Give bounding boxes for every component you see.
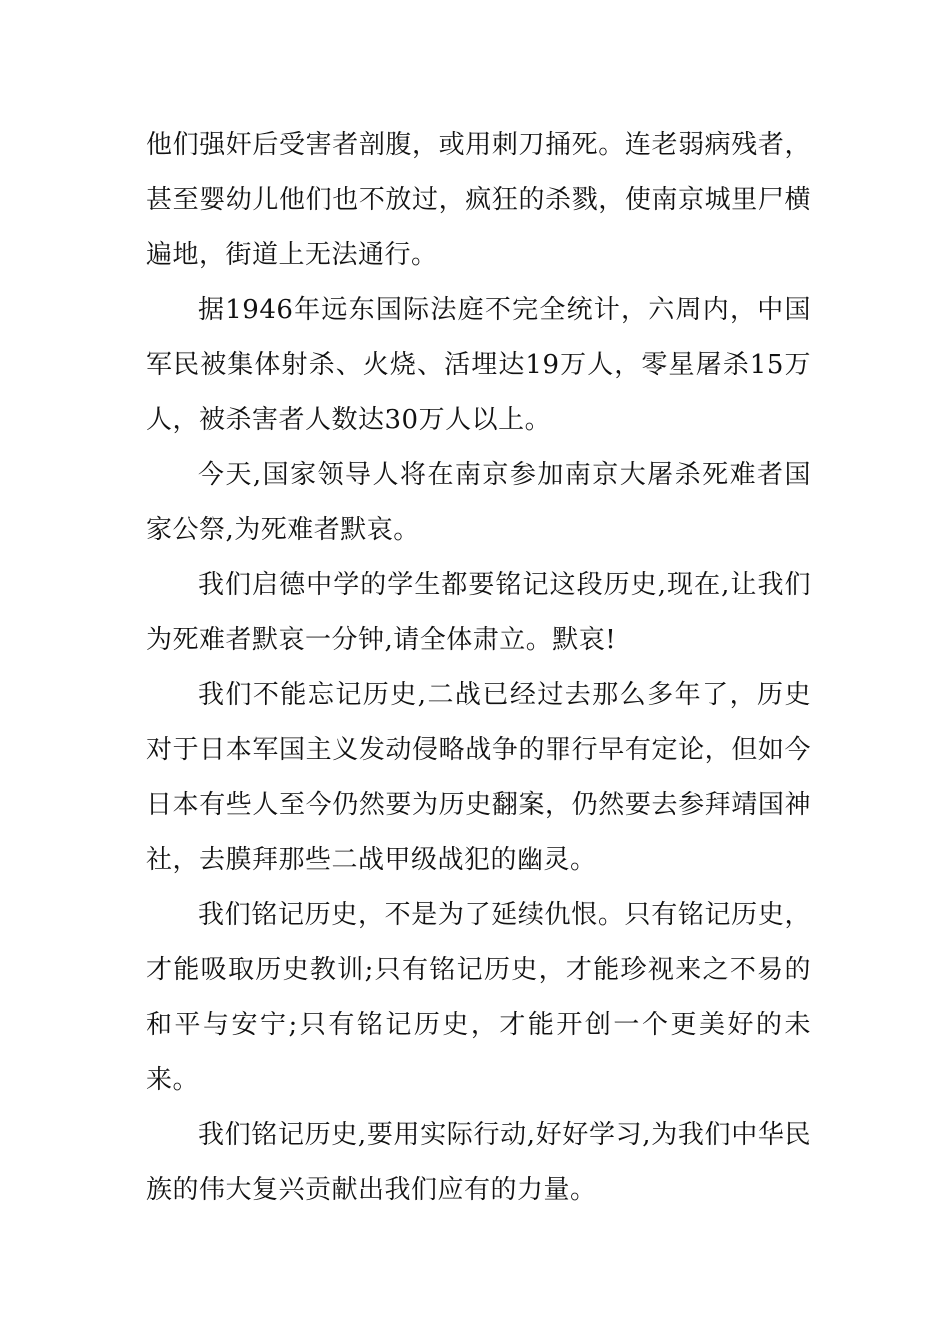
- paragraph-7: 我们铭记历史,要用实际行动,好好学习,为我们中华民族的伟大复兴贡献出我们应有的力量。: [146, 1120, 811, 1205]
- document-body: [146, 118, 811, 1218]
- paragraph-2: 据1946年远东国际法庭不完全统计，六周内，中国军民被集体射杀、火烧、活埋达19万人，零星屠杀15万人，被杀害者人数达30万人以上。: [146, 295, 811, 435]
- paragraph-6: 我们铭记历史，不是为了延续仇恨。只有铭记历史，才能吸取历史教训;只有铭记历史，才能珍视来之不易的和平与安宁;只有铭记历史，才能开创一个更美好的未来。: [146, 900, 811, 1095]
- paragraph-3: 今天,国家领导人将在南京参加南京大屠杀死难者国家公祭,为死难者默哀。: [146, 460, 811, 545]
- paragraph-1: 他们强奸后受害者剖腹，或用刺刀捅死。连老弱病残者，甚至婴幼儿他们也不放过，疯狂的杀戮，使南京城里尸横遍地，街道上无法通行。: [146, 130, 811, 270]
- paragraph-4: 我们启德中学的学生都要铭记这段历史,现在,让我们为死难者默哀一分钟,请全体肃立。默哀!: [146, 570, 811, 655]
- paragraph-5: 我们不能忘记历史,二战已经过去那么多年了，历史对于日本军国主义发动侵略战争的罪行早有定论，但如今日本有些人至今仍然要为历史翻案，仍然要去参拜靖国神社，去膜拜那些二战甲级战犯的幽灵。: [146, 680, 811, 875]
